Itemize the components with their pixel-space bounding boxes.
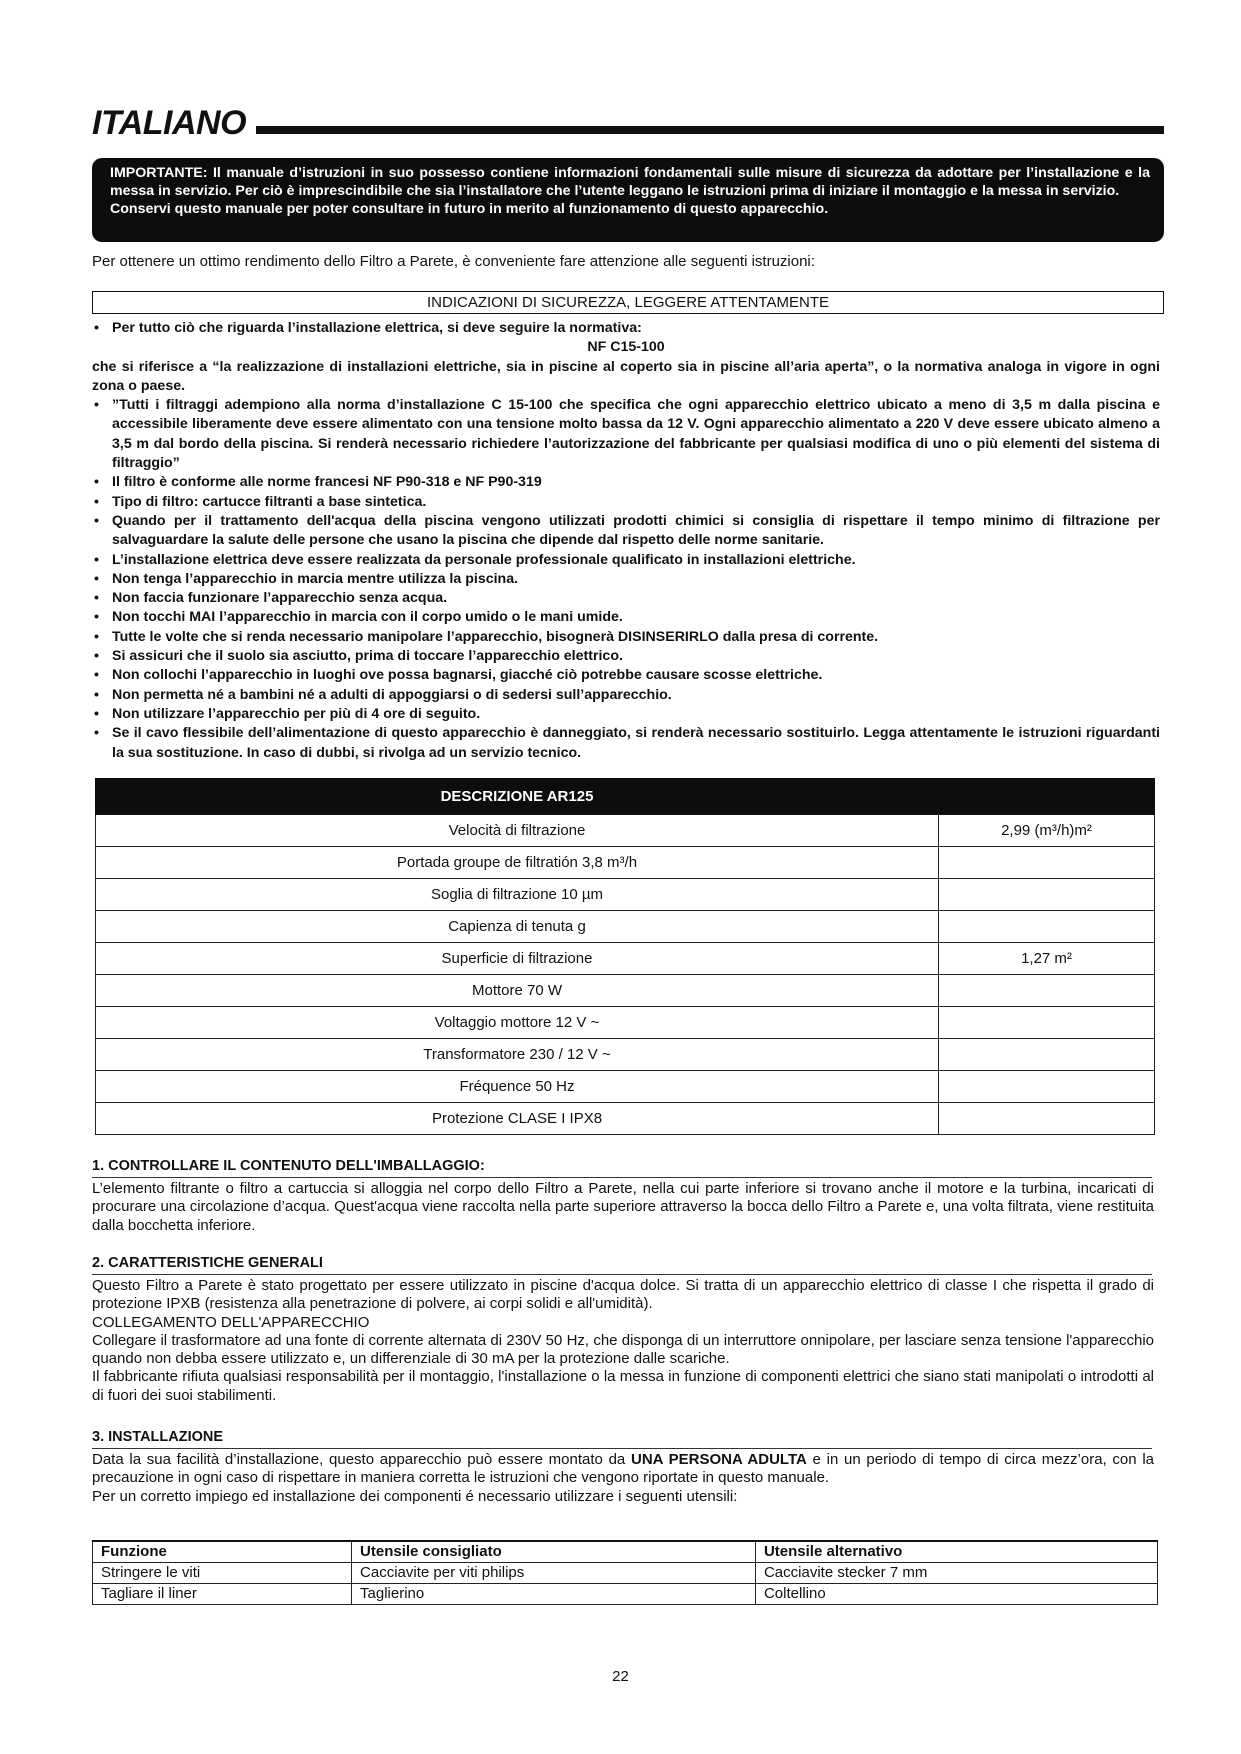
spec-value [939, 911, 1155, 943]
table-row [96, 975, 1155, 1007]
bullet-icon: • [94, 705, 99, 722]
safety-item-text: Non tenga l’apparecchio in marcia mentre utilizza la piscina. [112, 570, 519, 587]
bullet-icon: • [94, 570, 99, 587]
table-row [96, 911, 1155, 943]
norm-code: NF C15-100 [587, 339, 665, 356]
table-row [93, 1584, 1158, 1605]
safety-item [92, 319, 1160, 338]
safety-item-text: Non collochi l’apparecchio in luoghi ove possa bagnarsi, giacché ciò potrebbe causare scosse elettriche. [112, 667, 823, 684]
safety-item [92, 647, 1160, 666]
language-title: ITALIANO [92, 104, 247, 142]
description-table-header-value [939, 779, 1155, 815]
spec-value [939, 879, 1155, 911]
safety-item-text: Si assicuri che il suolo sia asciutto, prima di toccare l’apparecchio elettrico. [112, 648, 623, 665]
section-3-text-before: Data la sua facilità d’installazione, questo apparecchio può essere montato da [92, 1451, 631, 1468]
section-2-rule [92, 1274, 1152, 1275]
safety-item-text: Quando per il trattamento dell'acqua della piscina vengono utilizzati prodotti chimici si consiglia di rispettare il tempo minimo di filtrazione per salvaguardare la salute delle persone che usano la piscina che dipende dal rispetto delle norme sanitarie. [112, 512, 1160, 549]
norm-explanation: che si riferisce a “la realizzazione di installazioni elettriche, sia in piscine al coperto sia in piscine all’aria aperta”, o la normativa analoga in vigore in ogni zona o paese. [92, 358, 1160, 394]
spec-value [939, 1039, 1155, 1071]
bullet-icon: • [94, 320, 99, 336]
section-1-paragraph: L’elemento filtrante o filtro a cartuccia si alloggia nel corpo dello Filtro a Parete, nella cui parte inferiore si trovano anche il motore e la turbina, incaricati di procurare una circolazione d’acqua. Quest'acqua viene raccolta nella parte superiore attraverso la bocca dello Filtro a Parete e, una volta filtrata, viene restituita dalla bocchetta inferiore. [92, 1180, 1154, 1234]
table-row [96, 815, 1155, 847]
section-2-paragraph: Collegare il trasformatore ad una fonte di corrente alternata di 230V 50 Hz, che disponga di un interruttore onnipolare, per lasciare senza tensione l'apparecchio quando non debba essere utilizzato e, un differenziale di 30 mA per la protezione dalle scariche. [92, 1331, 1154, 1368]
safety-item-text: L’installazione elettrica deve essere realizzata da personale professionale qualificato in installazioni elettriche. [112, 551, 856, 568]
bullet-icon: • [94, 609, 99, 626]
table-row [96, 1039, 1155, 1071]
spec-label: Capienza di tenuta g [96, 911, 939, 943]
spec-label: Soglia di filtrazione 10 µm [96, 879, 939, 911]
tools-cell: Tagliare il liner [93, 1584, 352, 1605]
important-notice-keep-manual: Conservi questo manuale per poter consultare in futuro in merito al funzionamento di questo apparecchio. [110, 201, 829, 217]
spec-value [939, 975, 1155, 1007]
spec-value: 2,99 (m³/h)m² [939, 815, 1155, 847]
table-row [96, 943, 1155, 975]
spec-label: Mottore 70 W [96, 975, 939, 1007]
table-row [96, 879, 1155, 911]
description-table-header-row [96, 779, 1155, 815]
section-3-emphasis: UNA PERSONA ADULTA [630, 1451, 807, 1468]
section-3-title: 3. INSTALLAZIONE [92, 1429, 224, 1445]
section-3-paragraph [92, 1451, 1154, 1488]
spec-value [939, 1071, 1155, 1103]
safety-item [92, 473, 1160, 492]
safety-item-text: Non tocchi MAI l’apparecchio in marcia con il corpo umido o le mani umide. [112, 609, 623, 626]
safety-item-text: Tutte le volte che si renda necessario manipolare l’apparecchio, bisognerà DISINSERIRLO dalla presa di corrente. [112, 628, 879, 645]
tools-header-cell: Funzione [93, 1541, 352, 1563]
spec-label: Portada groupe de filtratión 3,8 m³/h [96, 847, 939, 879]
safety-item-text: Se il cavo flessibile dell’alimentazione di questo apparecchio è danneggiato, si renderà necessario sostituirlo. Legga attentamente le istruzioni riguardanti la sua sostituzione. In caso di dubbi, si rivolga ad un servizio tecnico. [112, 725, 1160, 761]
spec-value: 1,27 m² [939, 943, 1155, 975]
safety-item [92, 724, 1160, 763]
safety-item-text: Tipo di filtro: cartucce filtranti a base sintetica. [112, 493, 427, 510]
section-2-paragraph: Questo Filtro a Parete è stato progettato per essere utilizzato in piscine d'acqua dolce. Si tratta di un apparecchio elettrico di classe I che rispetta il grado di protezione IPXB (resistenza alla penetrazione di polvere, ai corpi solidi e all'umidità). [92, 1277, 1154, 1313]
section-3-text [92, 1451, 1154, 1506]
important-notice-box [92, 158, 1164, 242]
description-table [95, 778, 1155, 1135]
title-rule [256, 126, 1164, 134]
safety-item [92, 493, 1160, 512]
tools-header-cell: Utensile alternativo [755, 1541, 1157, 1563]
bullet-icon: • [94, 667, 99, 684]
table-row [96, 1071, 1155, 1103]
section-1-text [92, 1180, 1154, 1235]
section-2-subheading: COLLEGAMENTO DELL'APPARECCHIO [92, 1313, 370, 1331]
page-number: 22 [612, 1668, 629, 1685]
safety-item [92, 570, 1160, 589]
tools-cell: Cacciavite stecker 7 mm [755, 1563, 1157, 1584]
bullet-icon: • [94, 686, 99, 703]
spec-label: Fréquence 50 Hz [96, 1071, 939, 1103]
tools-cell: Taglierino [352, 1584, 756, 1605]
safety-item-text: Non faccia funzionare l’apparecchio senza acqua. [112, 590, 448, 607]
bullet-icon: • [94, 590, 99, 607]
spec-label: Velocità di filtrazione [96, 815, 939, 847]
safety-item-text: Non permetta né a bambini né a adulti di appoggiarsi o di sedersi sull’apparecchio. [112, 686, 672, 703]
table-row [93, 1563, 1158, 1584]
safety-item [92, 666, 1160, 685]
spec-label: Transformatore 230 / 12 V ~ [96, 1039, 939, 1071]
section-2-paragraph: Il fabbricante rifiuta qualsiasi responsabilità per il montaggio, l'installazione o la messa in funzione di componenti elettrici che siano stati manipolati o introdotti al di fuori dei suoi stabilimenti. [92, 1368, 1154, 1404]
bullet-icon: • [94, 474, 99, 491]
safety-item [92, 705, 1160, 724]
spec-value [939, 1103, 1155, 1135]
section-1-rule [92, 1177, 1152, 1178]
bullet-icon: • [94, 725, 99, 742]
table-row [96, 1007, 1155, 1039]
safety-item [92, 551, 1160, 570]
table-row [96, 847, 1155, 879]
safety-item-text: Il filtro è conforme alle norme francesi NF P90-318 e NF P90-319 [112, 474, 542, 491]
section-3-text-after: e in un periodo di tempo di circa mezz’ora, con la precauzione in ogni caso di rispettare in maniera corretta le istruzioni che vengono riportate in questo manuale. [92, 1451, 1154, 1487]
spec-label: Protezione CLASE I IPX8 [96, 1103, 939, 1135]
safety-item-text: Non utilizzare l’apparecchio per più di 4 ore di seguito. [112, 705, 481, 722]
bullet-icon: • [94, 648, 99, 665]
spec-label: Voltaggio mottore 12 V ~ [96, 1007, 939, 1039]
intro-text: Per ottenere un ottimo rendimento dello Filtro a Parete, è conveniente fare attenzione alle seguenti istruzioni: [92, 253, 815, 270]
table-row [96, 1103, 1155, 1135]
spec-value [939, 847, 1155, 879]
tools-table-header-row [93, 1541, 1158, 1563]
tools-cell: Cacciavite per viti philips [352, 1563, 756, 1584]
section-3-paragraph: Per un corretto impiego ed installazione dei componenti é necessario utilizzare i seguenti utensili: [92, 1487, 738, 1505]
bullet-icon: • [94, 397, 99, 414]
safety-item [92, 512, 1160, 551]
bullet-icon: • [94, 512, 99, 529]
tools-header-cell: Utensile consigliato [352, 1541, 756, 1563]
safety-item [92, 686, 1160, 705]
spec-value [939, 1007, 1155, 1039]
section-3-rule [92, 1448, 1152, 1449]
section-2-text [92, 1277, 1154, 1405]
bullet-icon: • [94, 551, 99, 568]
safety-item [92, 396, 1160, 473]
section-2-title: 2. CARATTERISTICHE GENERALI [92, 1255, 323, 1271]
bullet-icon: • [94, 628, 99, 645]
tools-cell: Coltellino [755, 1584, 1157, 1605]
safety-item [92, 589, 1160, 608]
tools-cell: Stringere le viti [93, 1563, 352, 1584]
safety-item [92, 628, 1160, 647]
safety-item-text: ”Tutti i filtraggi adempiono alla norma d’installazione C 15-100 che specifica che ogni apparecchio elettrico ubicato a meno di 3,5 m dalla piscina e accessibile liberamente deve essere alimentato con una tensione molto bassa da 12 V. Ogni apparecchio alimentato a 220 V deve essere ubicato almeno a 3,5 m dal bordo della piscina. Si renderà necessario richiedere l’autorizzazione del fabbricante per qualsiasi modifica di uno o più elementi del sistema di filtraggio” [112, 397, 1160, 472]
important-notice-text: IMPORTANTE: Il manuale d’istruzioni in suo possesso contiene informazioni fondamentali sulle misure di sicurezza da adottare per l’installazione e la messa in servizio. Per ciò è imprescindibile che sia l’installatore che l’utente leggano le istruzioni prima di iniziare il montaggio e la messa in servizio. [110, 165, 1150, 199]
safety-item [92, 608, 1160, 627]
spec-label: Superficie di filtrazione [96, 943, 939, 975]
safety-item-text: Per tutto ciò che riguarda l’installazione elettrica, si deve seguire la normativa: [112, 320, 642, 336]
tools-table [92, 1540, 1158, 1605]
safety-list-block [92, 319, 1160, 763]
description-table-title: DESCRIZIONE AR125 [96, 779, 939, 815]
safety-heading: INDICAZIONI DI SICUREZZA, LEGGERE ATTENTAMENTE [92, 291, 1164, 314]
section-1-title: 1. CONTROLLARE IL CONTENUTO DELL'IMBALLAGGIO: [92, 1158, 485, 1174]
bullet-icon: • [94, 493, 99, 510]
